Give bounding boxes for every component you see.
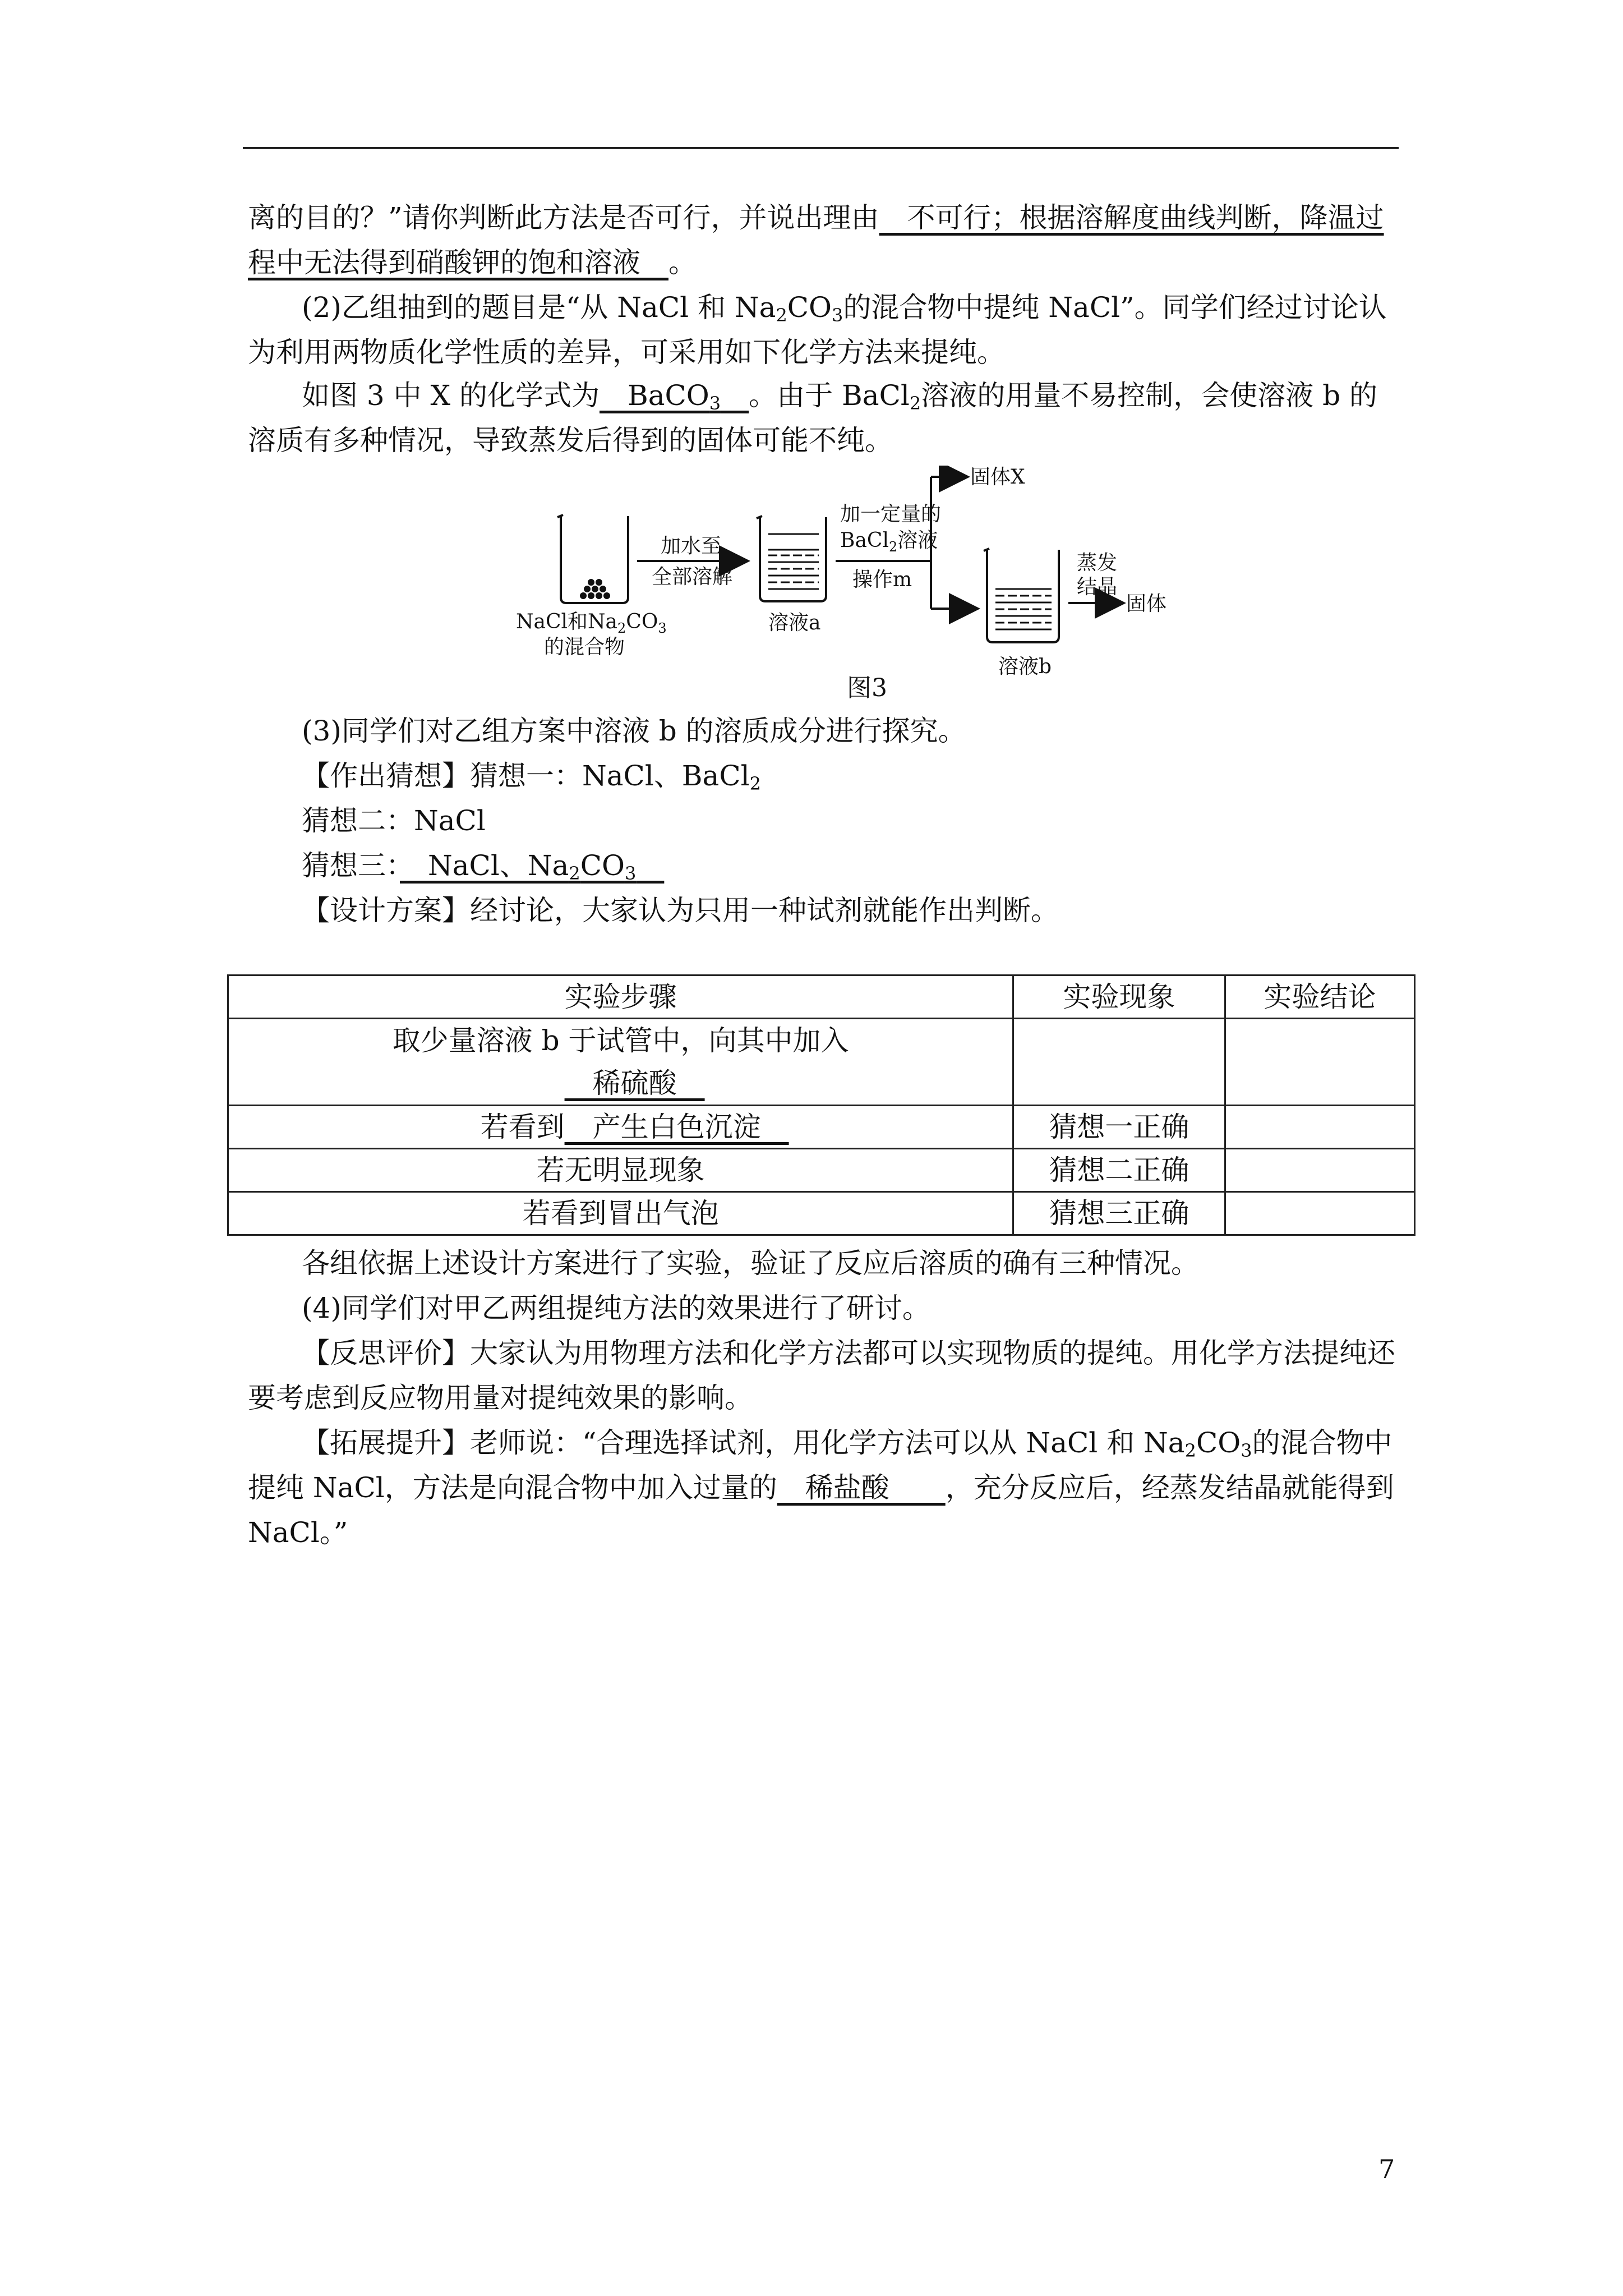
p1-end: 。: [668, 246, 697, 279]
answer-blank-1: 不可行；根据溶解度曲线判断，降温过程中无法得到硝酸钾的饱和溶液: [248, 201, 1384, 279]
phenomenon-cell: 猜想一正确: [1013, 1106, 1225, 1149]
header-phenomenon: 实验现象: [1013, 976, 1225, 1019]
p3-text-b: 。由于 BaCl: [749, 379, 910, 412]
label-crystallize: 结晶: [1077, 576, 1118, 599]
page-number: 7: [1378, 2154, 1395, 2184]
label-solid-x: 固体X: [970, 466, 1025, 489]
subscript: 3: [832, 305, 843, 326]
p2-text-b: CO: [787, 291, 832, 324]
label-dissolve: 全部溶解: [652, 565, 733, 588]
phenomenon-cell: 猜想二正确: [1013, 1149, 1225, 1192]
label-bacl2-solution: BaCl$_2$溶液: [840, 529, 938, 555]
answer-blank-3: NaCl、$Na_2CO_3$: [400, 849, 637, 884]
table-header-row: [228, 976, 1415, 1019]
paragraph-10: (4)同学们对甲乙两组提纯方法的效果进行了研讨。: [302, 1292, 930, 1324]
label-mixture-2: 的混合物: [544, 636, 625, 659]
answer-blank-2: BaCO$_3$: [599, 379, 721, 414]
p3-text-a: 如图 3 中 X 的化学式为: [302, 379, 600, 412]
label-mixture: NaCl和$Na_2CO_3$: [516, 610, 667, 636]
p3-text-c: 溶液的用量不易控制，会使溶液 b 的溶质有多种情况，导致蒸发后得到的固体可能不纯。: [248, 379, 1378, 457]
paragraph-9: 各组依据上述设计方案进行了实验，验证了反应后溶质的确有三种情况。: [302, 1247, 1199, 1280]
paragraph-8: 【设计方案】经讨论，大家认为只用一种试剂就能作出判断。: [302, 894, 1059, 927]
table-row: [228, 1019, 1415, 1106]
paragraph-12: 【拓展提升】老师说：“合理选择试剂，用化学方法可以从 NaCl 和 $Na_2CO_3$的混合物中提纯 NaCl，方法是向混合物中加入过量的 稀盐酸 ，充分反应后，经蒸发结晶就能得到 NaCl。”: [248, 1427, 1394, 1549]
paragraph-1: [248, 195, 1399, 285]
header-steps: 实验步骤: [228, 976, 1013, 1019]
paragraph-5: 【作出猜想】猜想一：NaCl、BaCl$_2$: [302, 760, 761, 794]
empty-cell: [1225, 1019, 1414, 1106]
empty-cell: [1013, 1019, 1225, 1106]
figure-caption: 图3: [847, 674, 887, 702]
answer-blank-6: 稀盐酸: [777, 1471, 946, 1504]
p2-text-a: (2)乙组抽到的题目是“从 NaCl 和 Na: [302, 291, 776, 324]
paragraph-6: 猜想二：NaCl: [302, 804, 486, 837]
table-row: [228, 1106, 1415, 1149]
p2-text-c: 的混合物中提纯 NaCl”。同学们经过讨论认为利用两物质化学性质的差异，可采用如下化学方法来提纯。: [248, 291, 1387, 369]
table-row: [228, 1192, 1415, 1235]
table-row: [228, 1149, 1415, 1192]
header-conclusion: 实验结论: [1225, 976, 1414, 1019]
answer-blank-4: 稀硫酸: [564, 1067, 705, 1099]
answer-blank-5: 产生白色沉淀: [564, 1111, 789, 1143]
subscript: 2: [776, 305, 787, 326]
label-add-water: 加水至: [661, 535, 722, 558]
header-rule: [243, 147, 1399, 149]
paragraph-3: [248, 373, 1399, 463]
phenomenon-cell: 猜想三正确: [1013, 1192, 1225, 1235]
step-cell: 若看到 产生白色沉淀: [228, 1106, 1013, 1149]
label-solution-a: 溶液a: [768, 611, 821, 634]
step-cell: 取少量溶液 b 于试管中，向其中加入 稀硫酸: [228, 1019, 1013, 1106]
label-evaporate: 蒸发: [1077, 551, 1118, 574]
solid-particles: [580, 579, 610, 599]
experiment-table: [227, 974, 1415, 1236]
paragraph-4: (3)同学们对乙组方案中溶液 b 的溶质成分进行探究。: [302, 715, 966, 747]
figure-3-diagram: [505, 466, 1195, 701]
empty-cell: [1225, 1192, 1414, 1235]
empty-cell: [1225, 1106, 1414, 1149]
label-add-bacl2: 加一定量的: [840, 503, 942, 526]
p1-text: 离的目的？”请你判断此方法是否可行，并说出理由: [248, 201, 879, 234]
label-operation-m: 操作m: [852, 568, 912, 591]
empty-cell: [1225, 1149, 1414, 1192]
step-cell: 若无明显现象: [228, 1149, 1013, 1192]
flow-diagram-svg: [505, 466, 1195, 701]
label-solution-b: 溶液b: [998, 655, 1052, 678]
paragraph-7: 猜想三： NaCl、$Na_2CO_3$: [248, 843, 1399, 888]
step-cell: 若看到冒出气泡: [228, 1192, 1013, 1235]
paragraph-11: 【反思评价】大家认为用物理方法和化学方法都可以实现物质的提纯。用化学方法提纯还要考虑到反应物用量对提纯效果的影响。: [248, 1337, 1395, 1414]
subscript: 2: [909, 393, 921, 414]
label-solid: 固体: [1126, 592, 1167, 615]
paragraph-2: [248, 285, 1399, 375]
